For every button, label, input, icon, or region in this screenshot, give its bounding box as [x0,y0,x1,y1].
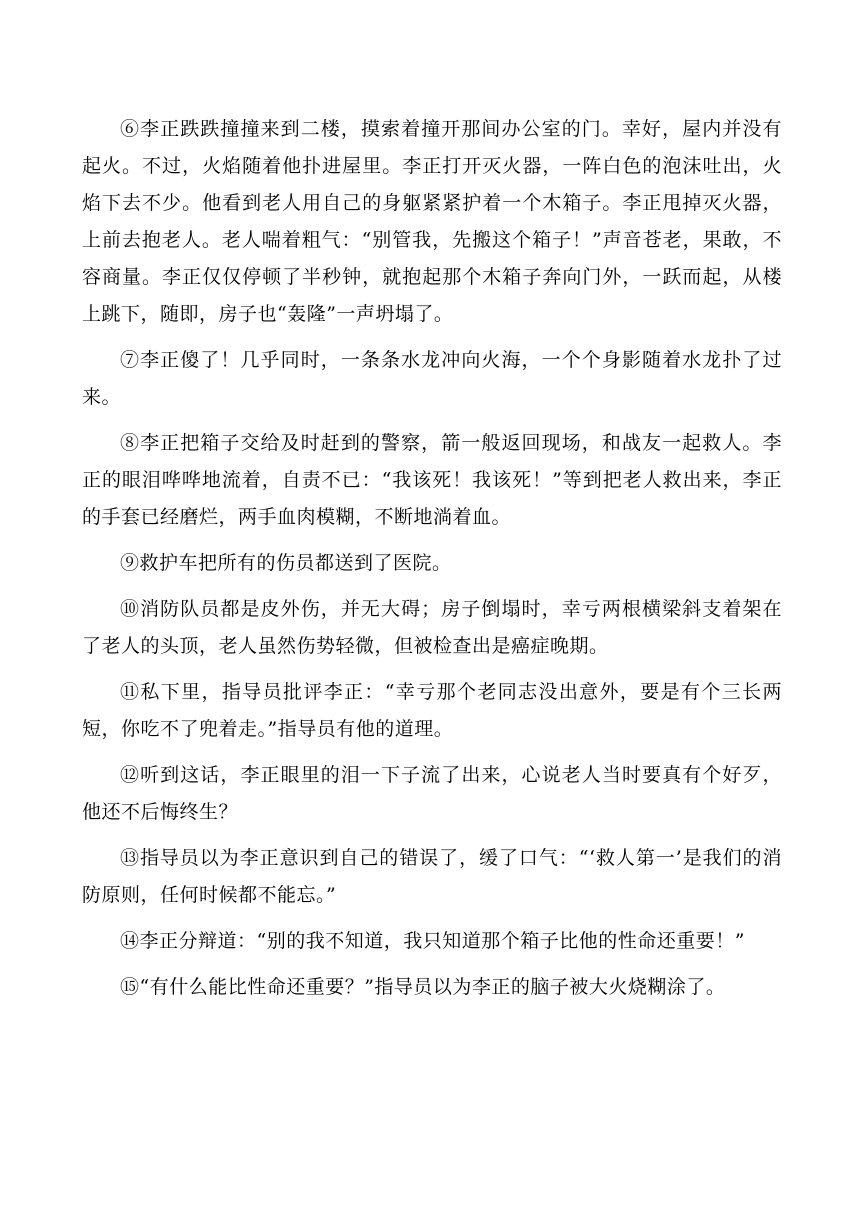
paragraph-14: ⑭李正分辩道：“别的我不知道，我只知道那个箱子比他的性命还重要！” [120,930,745,952]
paragraph-13: ⑬指导员以为李正意识到自己的错误了，缓了口气：“‘救人第一’是我们的消防原则，任何时候都不能忘。” [82,847,782,906]
paragraph-7: ⑦李正傻了！几乎同时，一条条水龙冲向火海，一个个身影随着水龙扑了过来。 [82,349,782,408]
paragraph-11: ⑪私下里，指导员批评李正：“幸亏那个老同志没出意外，要是有个三长两短，你吃不了兜着走。”指导员有他的道理。 [82,681,782,740]
paragraph-6: ⑥李正跌跌撞撞来到二楼，摸索着撞开那间办公室的门。幸好，屋内并没有起火。不过，火焰随着他扑进屋里。李正打开灭火器，一阵白色的泡沫吐出，火焰下去不少。他看到老人用自己的身躯紧紧护着一个木箱子。李正甩掉灭火器，上前去抱老人。老人喘着粗气：“别管我，先搬这个箱子！”声音苍老，果敢，不容商量。李正仅仅停顿了半秒钟，就抱起那个木箱子奔向门外，一跃而起，从楼上跳下，随即，房子也“轰隆”一声坍塌了。 [82,118,782,325]
paragraph-12: ⑫听到这话，李正眼里的泪一下子流了出来，心说老人当时要真有个好歹，他还不后悔终生？ [82,764,782,823]
paragraph-8: ⑧李正把箱子交给及时赶到的警察，箭一般返回现场，和战友一起救人。李正的眼泪哗哗地流着，自责不已：“我该死！我该死！”等到把老人救出来，李正的手套已经磨烂，两手血肉模糊，不断地淌着血。 [82,432,782,528]
document-page [82,111,782,1015]
paragraph-9: ⑨救护车把所有的伤员都送到了医院。 [120,552,452,574]
paragraph-10: ⑩消防队员都是皮外伤，并无大碍；房子倒塌时，幸亏两根横梁斜支着架在了老人的头顶，老人虽然伤势轻微，但被检查出是癌症晚期。 [82,598,782,657]
paragraph-15: ⑮“有什么能比性命还重要？”指导员以为李正的脑子被大火烧糊涂了。 [120,976,726,998]
